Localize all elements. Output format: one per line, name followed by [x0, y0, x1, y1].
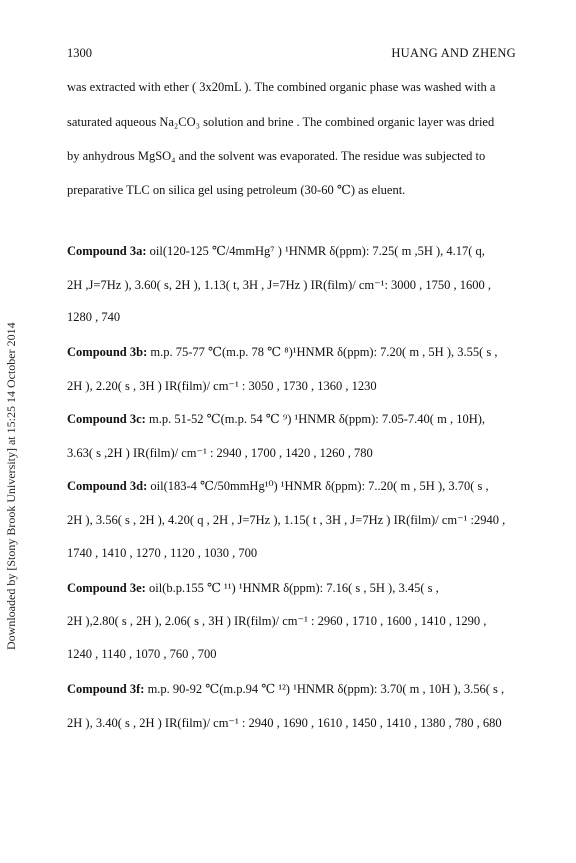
compound-text: oil(120-125 ℃/4mmHg⁷ ) ¹HNMR δ(ppm): 7.25( m ,5H ), 4.17( q, — [146, 244, 485, 258]
compound-3e-line: 1240 , 1140 , 1070 , 760 , 700 — [67, 647, 217, 661]
page-number: 1300 — [67, 46, 92, 60]
intro-line: preparative TLC on silica gel using petroleum (30-60 ℃) as eluent. — [67, 183, 406, 197]
compound-text: m.p. 75-77 ℃(m.p. 78 ℃ ⁸)¹HNMR δ(ppm): 7.20( m , 5H ), 3.55( s , — [147, 345, 498, 359]
intro-line: saturated aqueous Na₂CO₃ solution and brine . The combined organic layer was dried — [67, 115, 495, 129]
compound-3e-line: 2H ),2.80( s , 2H ), 2.06( s , 3H ) IR(film)/ cm⁻¹ : 2960 , 1710 , 1600 , 1410 , 1290 , — [67, 614, 487, 628]
compound-3a-line: 1280 , 740 — [67, 310, 121, 324]
download-notice — [4, 322, 19, 650]
compound-3d-line — [67, 478, 489, 494]
compound-3d-line: 2H ), 3.56( s , 2H ), 4.20( q , 2H , J=7Hz ), 1.15( t , 3H , J=7Hz ) IR(film)/ cm⁻¹ :2940 , — [67, 513, 506, 527]
compound-3e-line — [67, 580, 439, 596]
compound-text: m.p. 90-92 ℃(m.p.94 ℃ ¹²) ¹HNMR δ(ppm): 3.70( m , 10H ), 3.56( s , — [144, 682, 505, 696]
compound-3f-line — [67, 681, 504, 697]
compound-label: Compound 3a: — [67, 244, 147, 258]
download-notice-text: Downloaded by [Stony Brook University] at 15:25 14 October 2014 — [4, 322, 18, 650]
running-title: HUANG AND ZHENG — [391, 46, 516, 60]
compound-label: Compound 3f: — [67, 682, 145, 696]
compound-3f-line: 2H ), 3.40( s , 2H ) IR(film)/ cm⁻¹ : 2940 , 1690 , 1610 , 1450 , 1410 , 1380 , 780 , 680 — [67, 716, 502, 730]
compound-label: Compound 3d: — [67, 479, 148, 493]
compound-text: oil(b.p.155 ℃ ¹¹) ¹HNMR δ(ppm): 7.16( s , 5H ), 3.45( s , — [145, 581, 439, 595]
compound-label: Compound 3b: — [67, 345, 148, 359]
compound-text: m.p. 51-52 ℃(m.p. 54 ℃ ⁹) ¹HNMR δ(ppm): 7.05-7.40( m , 10H), — [145, 412, 486, 426]
compound-3a-line: 2H ,J=7Hz ), 3.60( s, 2H ), 1.13( t, 3H , J=7Hz ) IR(film)/ cm⁻¹: 3000 , 1750 , 1600 , — [67, 278, 492, 292]
compound-3b-line — [67, 344, 498, 360]
compound-label: Compound 3c: — [67, 412, 146, 426]
compound-3c-line: 3.63( s ,2H ) IR(film)/ cm⁻¹ : 2940 , 1700 , 1420 , 1260 , 780 — [67, 446, 373, 460]
compound-3d-line: 1740 , 1410 , 1270 , 1120 , 1030 , 700 — [67, 546, 258, 560]
compound-3b-line: 2H ), 2.20( s , 3H ) IR(film)/ cm⁻¹ : 3050 , 1730 , 1360 , 1230 — [67, 379, 377, 393]
compound-3c-line — [67, 411, 485, 427]
intro-line: was extracted with ether ( 3x20mL ). The combined organic phase was washed with a — [67, 80, 496, 94]
compound-label: Compound 3e: — [67, 581, 146, 595]
intro-line: by anhydrous MgSO₄ and the solvent was evaporated. The residue was subjected to — [67, 149, 486, 163]
compound-text: oil(183-4 ℃/50mmHg¹⁰) ¹HNMR δ(ppm): 7..20( m , 5H ), 3.70( s , — [147, 479, 489, 493]
compound-3a-line — [67, 243, 485, 259]
